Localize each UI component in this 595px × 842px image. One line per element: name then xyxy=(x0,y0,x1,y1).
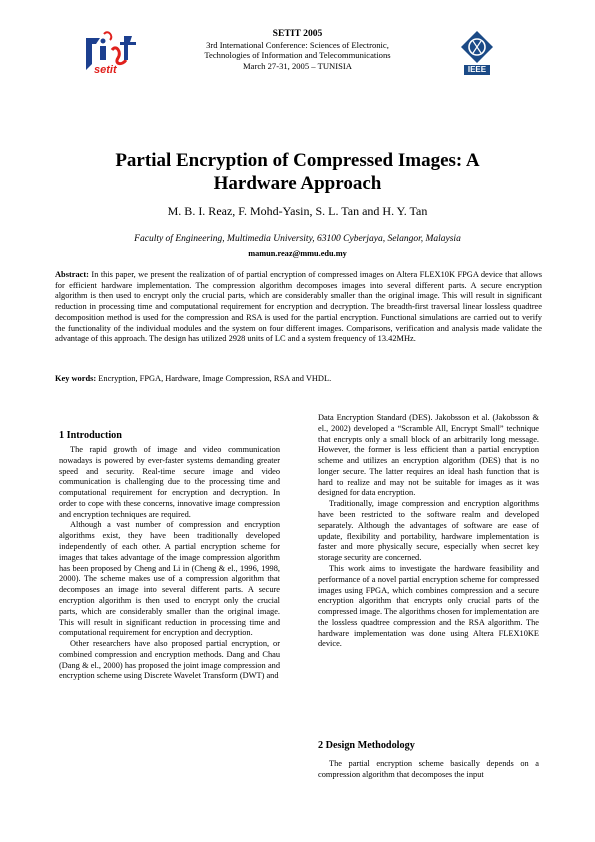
design-methodology-body xyxy=(318,759,539,781)
keywords-text: Encryption, FPGA, Hardware, Image Compression, RSA and VHDL. xyxy=(98,374,332,383)
paper-title-line-2: Hardware Approach xyxy=(213,172,382,194)
setit-logo-text: setit xyxy=(94,64,117,76)
abstract xyxy=(55,270,542,345)
abstract-text: In this paper, we present the realization of of partial encryption of compressed images on Altera FLEX10K FPGA device that allows for efficient hardware implementation. The compression algorithm decomposes images into several different parts. A secure encryption algorithm is then used to encrypt only the crucial parts, which are considerably smaller than the original image. This will result in significant reduction in processing time and computational requirement for encryption and decryption. The breadth-first traversal linear lossless quadtree decomposition method is used for the compression and RSA is used for the partial encryption. Functional simulations are carried out to verify the functionality of the individual modules and the system on four different images. Comparisons, verification and analysis made validate the advantage of this approach. The design has utilized 2928 units of LC and a system frequency of 13.42MHz. xyxy=(55,270,543,344)
intro-paragraph-2: Although a vast number of compression and encryption algorithms exist, they have been traditionally developed independently of each other. A partial encryption scheme for images that takes advantage of the image compression algorithm has been proposed by Cheng and Li in (Cheng & el., 1996, 1998, 2000). The scheme makes use of a compression algorithm that decomposes an image into several different parts. A secure encryption algorithm is then used to encrypt only the crucial parts, which are considerably smaller than the original image. This will result in significant reduction in processing time and computational requirement for encryption and decryption. xyxy=(59,520,280,638)
intro-paragraph-1: The rapid growth of image and video communication nowadays is powered by ever-faster systems demanding greater speed and security. Real-time secure image and video communication is challenging due to the processing time and computational requirement for encryption and decryption. In order to cope with these concerns, innovative image compression and encryption techniques are required. xyxy=(59,445,280,519)
section-heading-design-methodology: 2 Design Methodology xyxy=(318,740,415,751)
paper-email: mamun.reaz@mmu.edu.my xyxy=(248,249,347,258)
keywords-label: Key words: xyxy=(55,374,97,383)
conference-line-3: March 27-31, 2005 – TUNISIA xyxy=(243,60,352,71)
conference-header xyxy=(160,29,435,71)
ieee-logo xyxy=(458,30,496,76)
section-heading-introduction: 1 Introduction xyxy=(59,430,122,441)
right-paragraph-3: This work aims to investigate the hardware feasibility and performance of a novel partial encryption scheme for compressed images using FPGA, which combines compression and a secure encryption algorithm that encrypts only crucial parts of the compressed image. The algorithms chosen for implementation are the lossless quadtree compression and the RSA algorithm. The hardware implementation was done using Altera FLEX10KE device. xyxy=(318,563,539,649)
right-column xyxy=(318,413,539,650)
paper-title-line-1: Partial Encryption of Compressed Images: A xyxy=(115,150,480,171)
design-paragraph-1: The partial encryption scheme basically depends on a compression algorithm that decomposes the input xyxy=(318,759,539,779)
abstract-label: Abstract: xyxy=(55,270,89,279)
paper-affiliation: Faculty of Engineering, Multimedia University, 63100 Cyberjaya, Selangor, Malaysia xyxy=(134,234,461,244)
left-column xyxy=(59,445,280,682)
right-paragraph-1: Data Encryption Standard (DES). Jakobsson et al. (Jakobsson & el., 2002) developed a “Scramble All, Encrypt Small” technique that encrypts only a small block of an arbitrarily long message. However, the former is less efficient than a partial encryption scheme and utilizes an encryption algorithm (DES) that is no longer secure. The latter requires an ideal hash function that is hard to realize and may not be suitable for images as it was designed for data encryption. xyxy=(318,413,539,498)
paper-title xyxy=(40,150,555,195)
paper-authors: M. B. I. Reaz, F. Mohd-Yasin, S. L. Tan and H. Y. Tan xyxy=(167,204,428,218)
setit-logo xyxy=(80,30,140,80)
conference-line-2: Technologies of Information and Telecommunications xyxy=(204,50,391,61)
ieee-logo-text: IEEE xyxy=(467,65,487,74)
conference-line-1: 3rd International Conference: Sciences of Electronic, xyxy=(206,39,389,50)
intro-paragraph-3: Other researchers have also proposed partial encryption, or combined compression and encryption methods. Dang and Chau (Dang & el., 2000) has proposed the joint image compression and encryption scheme using Discrete Wavelet Transform (DWT) and xyxy=(59,639,280,681)
conference-title: SETIT 2005 xyxy=(272,28,323,39)
right-paragraph-2: Traditionally, image compression and encryption algorithms have been restricted to the software realm and developed separately. Although the advantages of software are ease of update, flexibility and portability, hardware implementation is faster and more physically secure, especially when secret key storage security are concerned. xyxy=(318,499,539,563)
keywords xyxy=(55,374,542,385)
